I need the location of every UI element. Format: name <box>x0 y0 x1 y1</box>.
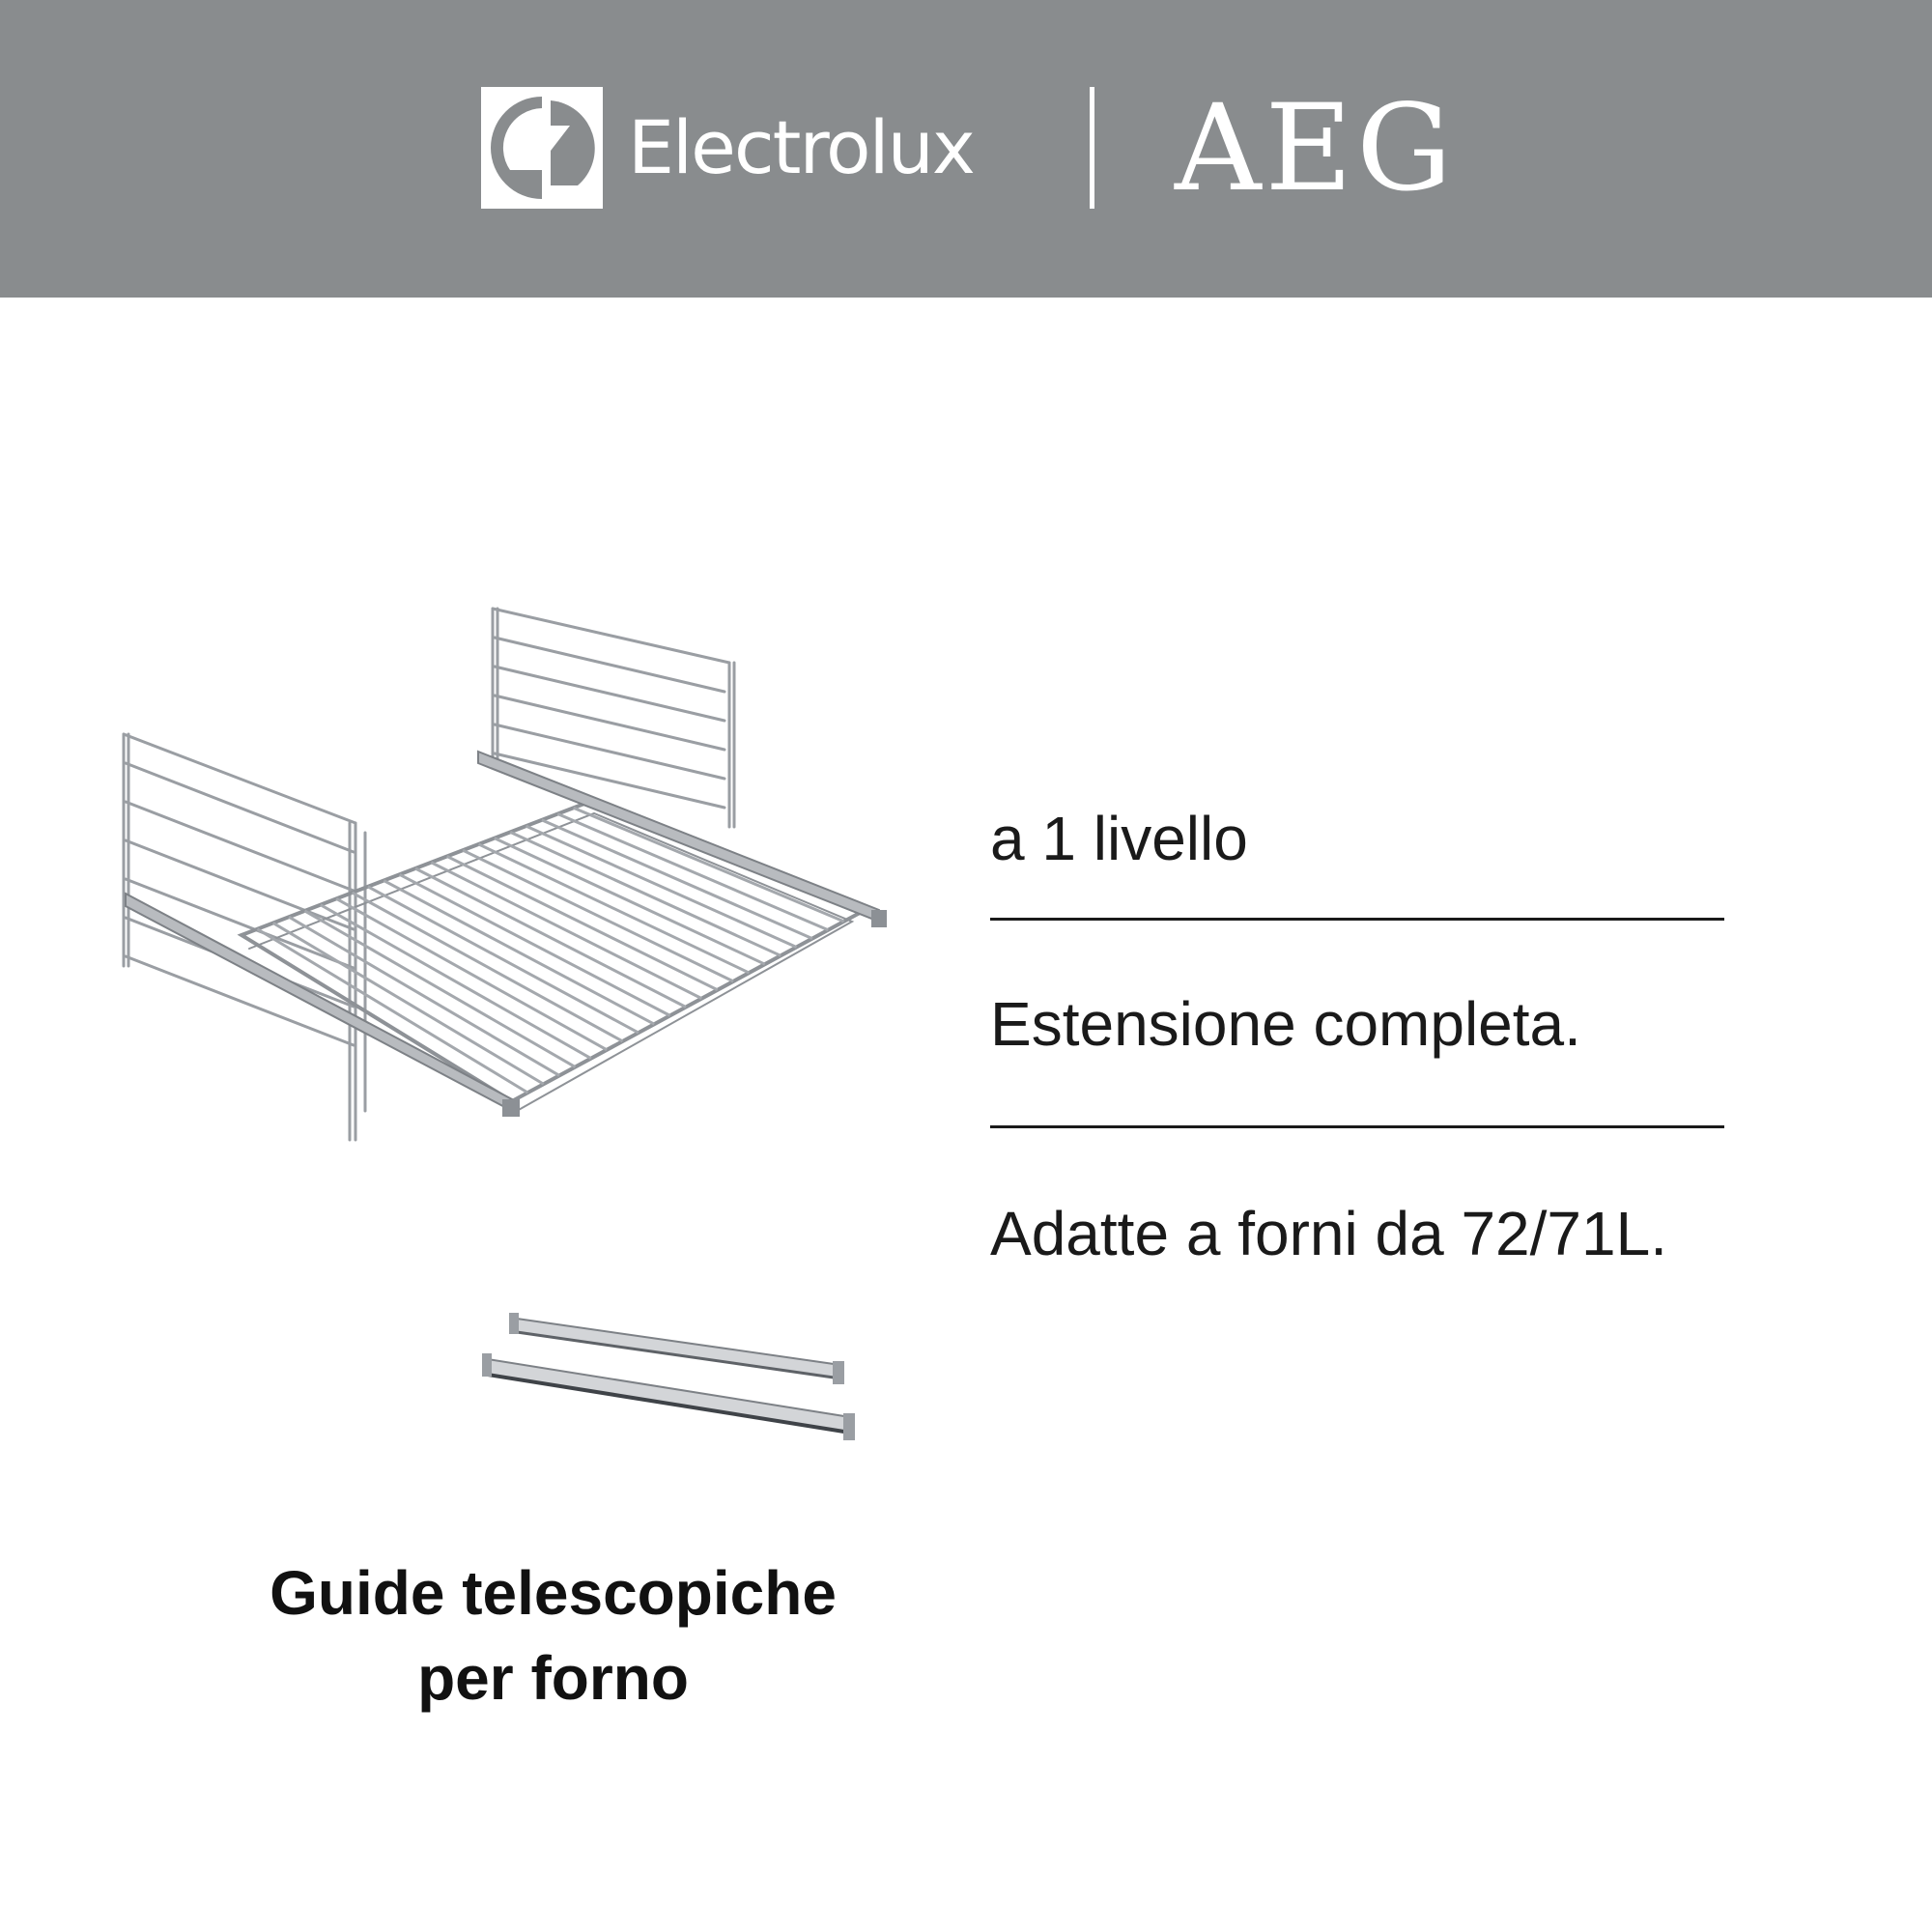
shelf-wire <box>353 893 623 1041</box>
shelf-wire <box>321 905 591 1059</box>
feature-divider <box>990 918 1724 921</box>
shelf-wire <box>257 929 527 1093</box>
oven-rack-image <box>106 599 898 1169</box>
brand-aeg: AEG <box>1175 79 1457 218</box>
product-title-line-1: Guide telescopiche <box>270 1558 837 1628</box>
shelf-wire <box>304 911 575 1067</box>
telescopic-rails-image <box>478 1309 860 1444</box>
feature-levels: a 1 livello <box>990 804 1248 873</box>
product-title-line-2: per forno <box>417 1643 689 1713</box>
feature-divider <box>990 1125 1724 1128</box>
feature-extension: Estensione completa. <box>990 989 1581 1059</box>
back-side-frame <box>493 609 734 827</box>
shelf-wire <box>368 887 639 1033</box>
brand-divider <box>1090 87 1094 209</box>
brand-header <box>0 0 1932 298</box>
shelf-wire <box>384 881 654 1025</box>
wire-shelf <box>242 802 860 1111</box>
electrolux-logo-icon <box>481 87 603 209</box>
feature-compatibility: Adatte a forni da 72/71L. <box>990 1199 1667 1268</box>
brand-electrolux: Electrolux <box>628 104 974 190</box>
shelf-wires <box>257 808 843 1093</box>
product-title <box>174 1550 932 1720</box>
